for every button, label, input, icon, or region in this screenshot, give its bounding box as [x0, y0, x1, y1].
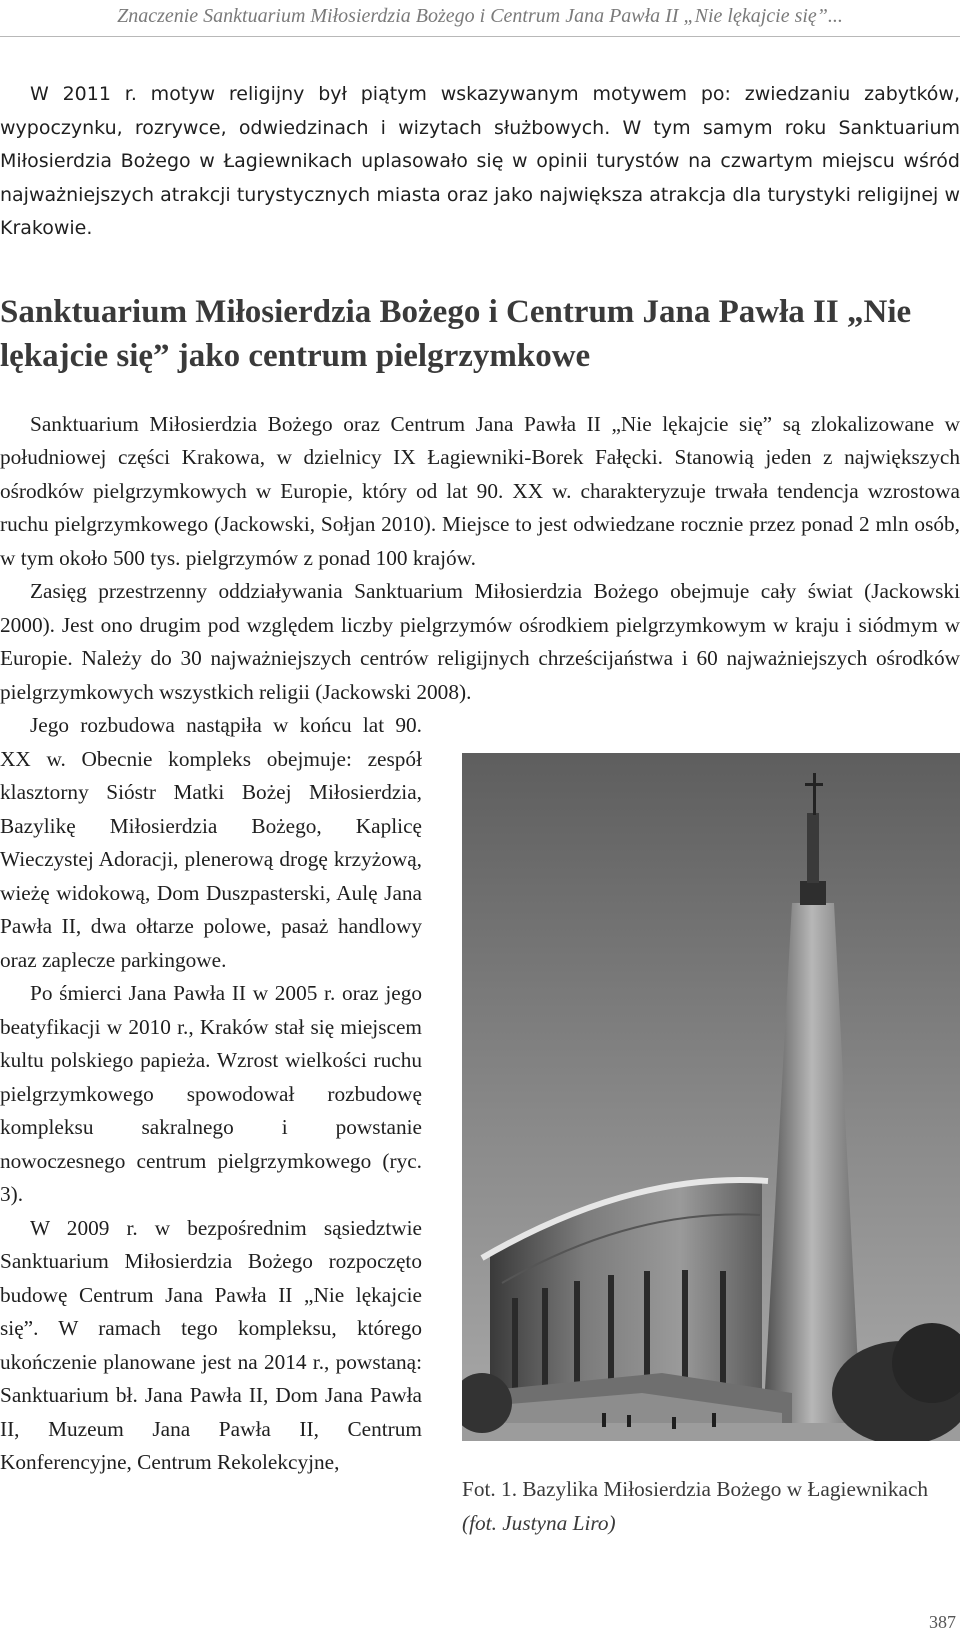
figure-basilica — [462, 753, 960, 1540]
caption-text: Fot. 1. Bazylika Miłosierdzia Bożego w Łagiewnikach — [462, 1477, 929, 1501]
basilica-photo — [462, 753, 960, 1441]
page-number: 387 — [929, 1612, 956, 1632]
caption-credit: (fot. Justyna Liro) — [462, 1510, 616, 1535]
intro-paragraph: W 2011 r. motyw religijny był piątym wskazywanym motywem po: zwiedzaniu zabytków, wypoczynku, rozrywce, odwiedzinach i wizytach służbowych. W tym samym roku Sanktuarium Miłosierdzia Bożego w Łagiewnikach uplasowało się w opinii turystów na czwartym miejscu wśród najważniejszych atrakcji turystycznych miasta oraz jako największa atrakcja dla turystyki religijnej w Krakowie. — [0, 83, 960, 239]
header-rule — [0, 36, 960, 37]
text-column — [0, 709, 422, 1480]
paragraph-range: Zasięg przestrzenny oddziaływania Sanktuarium Miłosierdzia Bożego obejmuje cały świat (Jackowski 2000). Jest ono drugim pod względem liczby pielgrzymów ośrodkiem pielgrzymkowym w kraju i siódmym w Europie. Należy do 30 najważniejszych centrów religijnych chrześcijaństwa i 60 najważniejszych ośrodków pielgrzymkowych wszystkich religii (Jackowski 2008). — [0, 579, 960, 704]
section-title: Sanktuarium Miłosierdzia Bożego i Centrum Jana Pawła II „Nie lękajcie się” jako centrum pielgrzymkowe — [0, 293, 912, 374]
page-body — [0, 78, 960, 1535]
paragraph-location: Sanktuarium Miłosierdzia Bożego oraz Centrum Jana Pawła II „Nie lękajcie się” są zlokalizowane w południowej części Krakowa, w dzielnicy IX Łagiewniki-Borek Fałęcki. Stanowią jeden z największych ośrodków pielgrzymkowych w Europie, który od lat 90. XX w. charakteryzuje trwała tendencja wzrostowa ruchu pielgrzymkowego (Jackowski, Sołjan 2010). Miejsce to jest odwiedzane rocznie przez ponad 2 mln osób, w tym około 500 tys. pielgrzymów z ponad 100 krajów. — [0, 411, 960, 570]
figure-caption — [462, 1473, 960, 1540]
running-head: Znaczenie Sanktuarium Miłosierdzia Bożego i Centrum Jana Pawła II „Nie lękajcie się”... — [117, 5, 843, 27]
paragraph-cult: Po śmierci Jana Pawła II w 2005 r. oraz jego beatyfikacji w 2010 r., Kraków stał się miejscem kultu polskiego papieża. Wzrost wielkości ruchu pielgrzymkowego spowodował rozbudowę kompleksu sakralnego i powstanie nowoczesnego centrum pielgrzymkowego (ryc. 3). — [0, 981, 422, 1206]
column-with-figure — [0, 709, 960, 1535]
paragraph-expansion: Jego rozbudowa nastąpiła w końcu lat 90. XX w. Obecnie kompleks obejmuje: zespół klasztorny Sióstr Matki Bożej Miłosierdzia, Bazylikę Miłosierdzia Bożego, Kaplicę Wieczystej Adoracji, plenerową drogę krzyżową, wieżę widokową, Dom Duszpasterski, Aulę Jana Pawła II, dwa ołtarze polowe, pasaż handlowy oraz zaplecze parkingowe. — [0, 713, 422, 972]
paragraph-centre: W 2009 r. w bezpośrednim sąsiedztwie Sanktuarium Miłosierdzia Bożego rozpoczęto budowę Centrum Jana Pawła II „Nie lękajcie się”. W ramach tego kompleksu, którego ukończenie planowane jest na 2014 r., powstaną: Sanktuarium bł. Jana Pawła II, Dom Jana Pawła II, Muzeum Jana Pawła II, Centrum Konferencyjne, Centrum Rekolekcyjne, — [0, 1215, 422, 1474]
